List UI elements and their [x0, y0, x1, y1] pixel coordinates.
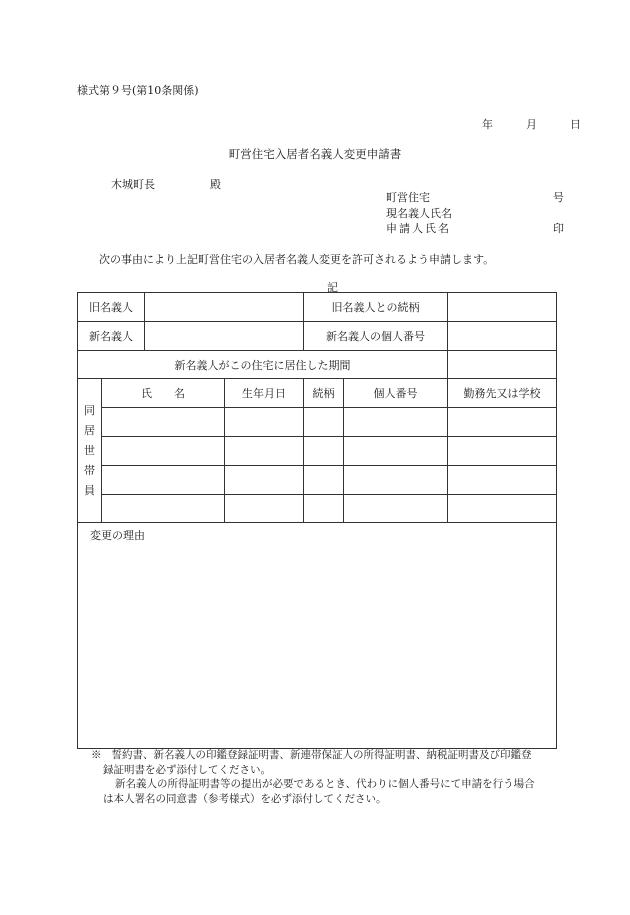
- note-line: は本人署名の同意書（参考様式）を必ず添付してください。: [103, 792, 387, 805]
- member-workplace-field[interactable]: [448, 495, 557, 523]
- household-char: 帯: [84, 463, 95, 477]
- household-char: 居: [84, 423, 95, 437]
- household-char: 世: [84, 443, 95, 457]
- member-relation-field[interactable]: [304, 495, 344, 523]
- applicant-block: [386, 190, 564, 237]
- member-name-field[interactable]: [102, 466, 225, 495]
- column-workplace: 勤務先又は学校: [448, 379, 557, 408]
- addressee-name: 木城町長: [111, 178, 155, 191]
- application-table: [77, 292, 557, 749]
- intro-text: 次の事由により上記町営住宅の入居者名義人変更を許可されるよう申請します。: [99, 253, 495, 266]
- member-relation-field[interactable]: [304, 466, 344, 495]
- household-char: 員: [84, 483, 95, 497]
- member-birthdate-field[interactable]: [225, 408, 304, 437]
- table-row: [78, 437, 557, 466]
- column-name: 氏 名: [102, 379, 225, 408]
- member-birthdate-field[interactable]: [225, 437, 304, 466]
- column-relation: 続柄: [304, 379, 344, 408]
- form-number: 様式第９号(第10条関係): [77, 84, 199, 97]
- member-relation-field[interactable]: [304, 408, 344, 437]
- member-number-field[interactable]: [344, 408, 448, 437]
- column-birthdate: 生年月日: [225, 379, 304, 408]
- member-name-field[interactable]: [102, 408, 225, 437]
- table-row: [78, 495, 557, 523]
- member-number-field[interactable]: [344, 437, 448, 466]
- member-name-field[interactable]: [102, 495, 225, 523]
- relation-to-old-field[interactable]: [448, 293, 557, 322]
- member-relation-field[interactable]: [304, 437, 344, 466]
- table-row: [78, 466, 557, 495]
- member-birthdate-field[interactable]: [225, 466, 304, 495]
- member-workplace-field[interactable]: [448, 437, 557, 466]
- member-number-field[interactable]: [344, 495, 448, 523]
- member-workplace-field[interactable]: [448, 408, 557, 437]
- reason-label: 変更の理由: [90, 529, 145, 542]
- addressee: [111, 176, 221, 192]
- column-personal-number: 個人番号: [344, 379, 448, 408]
- household-char: 同: [84, 403, 95, 417]
- residence-period-label: 新名義人がこの住宅に居住した期間: [78, 351, 448, 379]
- date-year: 年: [482, 118, 493, 131]
- new-holder-label: 新名義人: [78, 322, 145, 351]
- member-number-field[interactable]: [344, 466, 448, 495]
- applicant-label: 申請人氏名: [386, 222, 451, 235]
- new-holder-number-field[interactable]: [448, 322, 557, 351]
- old-holder-label: 旧名義人: [78, 293, 145, 322]
- note-line: 新名義人の所得証明書等の提出が必要であるとき、代わりに個人番号にて申請を行う場合: [115, 778, 535, 790]
- note-line: 誓約書、新名義人の印鑑登録証明書、新連帯保証人の所得証明書、納税証明書及び印鑑登: [111, 749, 532, 761]
- household-label: [78, 379, 102, 523]
- notes: [91, 748, 591, 806]
- date-day: 日: [570, 118, 581, 131]
- member-name-field[interactable]: [102, 437, 225, 466]
- relation-to-old-label: 旧名義人との続柄: [304, 293, 448, 322]
- table-row: [78, 408, 557, 437]
- note-line: 録証明書を必ず添付してください。: [103, 763, 271, 776]
- new-holder-field[interactable]: [145, 322, 304, 351]
- residence-period-field[interactable]: [448, 351, 557, 379]
- page-title: 町営住宅入居者名義人変更申請書: [228, 147, 402, 161]
- new-holder-number-label: 新名義人の個人番号: [304, 322, 448, 351]
- old-holder-field[interactable]: [145, 293, 304, 322]
- member-birthdate-field[interactable]: [225, 495, 304, 523]
- seal-mark: 印: [553, 222, 564, 235]
- current-holder-label: 現名義人氏名: [386, 206, 452, 220]
- housing-suffix: 号: [553, 191, 564, 204]
- date-line: [482, 116, 581, 132]
- ki-mark: 記: [327, 281, 338, 294]
- note-mark: ※: [91, 749, 102, 761]
- reason-field[interactable]: [78, 523, 557, 749]
- member-workplace-field[interactable]: [448, 466, 557, 495]
- housing-label: 町営住宅: [386, 191, 430, 204]
- honorific: 殿: [210, 178, 221, 191]
- date-month: 月: [526, 118, 537, 131]
